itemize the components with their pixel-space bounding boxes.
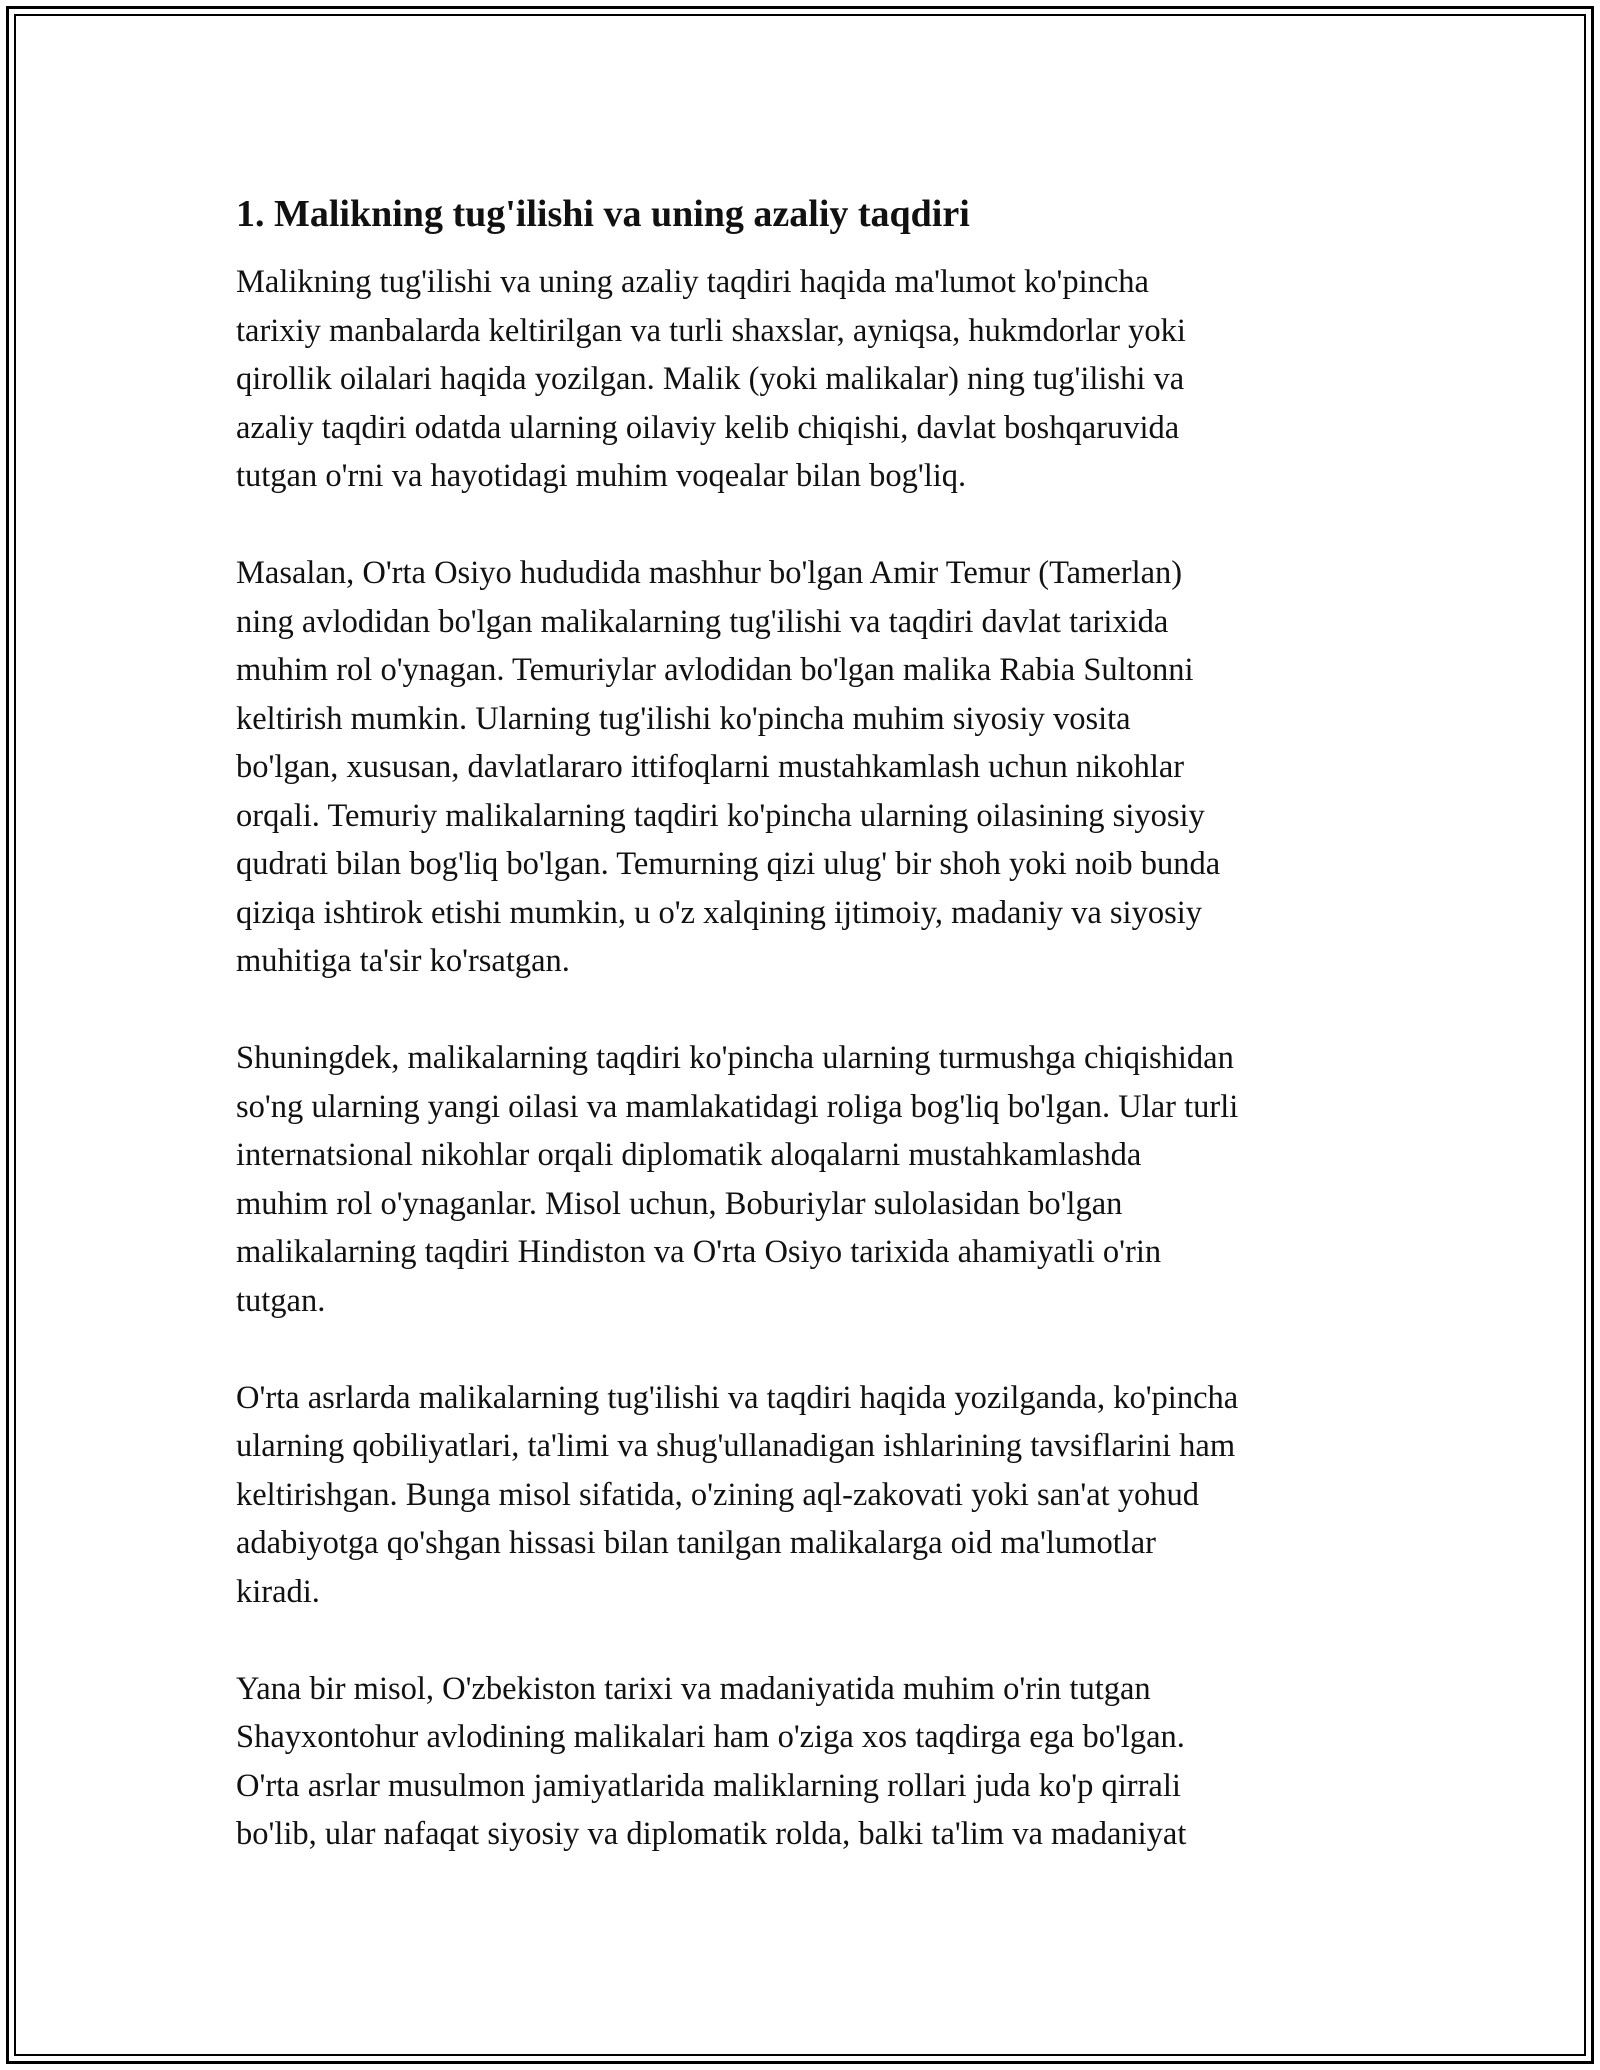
document-body (236, 190, 1376, 1907)
text-line: internatsional nikohlar orqali diplomatik aloqalarni mustahkamlashda (236, 1137, 1142, 1173)
text-line: Shuningdek, malikalarning taqdiri ko'pincha ularning turmushga chiqishidan (236, 1040, 1234, 1076)
text-line: azaliy taqdiri odatda ularning oilaviy kelib chiqishi, davlat boshqaruvida (236, 409, 1180, 446)
text-line: kiradi. (236, 1573, 320, 1610)
text-line: malikalarning taqdiri Hindiston va O'rta Osiyo tarixida ahamiyatli o'rin (236, 1234, 1162, 1270)
text-line: ularning qobiliyatlari, ta'limi va shug'ullanadigan ishlarining tavsiflarini ham (236, 1428, 1236, 1464)
text-line: bo'lgan, xususan, davlatlararo ittifoqlarni mustahkamlash uchun nikohlar (236, 749, 1185, 785)
text-line: O'rta asrlarda malikalarning tug'ilishi va taqdiri haqida yozilganda, ko'pincha (236, 1379, 1239, 1416)
paragraph-1 (236, 258, 1376, 501)
text-line: Masalan, O'rta Osiyo hududida mashhur bo'lgan Amir Temur (Tamerlan) (236, 555, 1183, 591)
text-line: Yana bir misol, O'zbekiston tarixi va madaniyatida muhim o'rin tutgan (236, 1670, 1151, 1707)
text-line: Malikning tug'ilishi va uning azaliy taqdiri haqida ma'lumot ko'pincha (236, 264, 1149, 300)
text-line: bo'lib, ular nafaqat siyosiy va diplomatik rolda, balki ta'lim va madaniyat (236, 1816, 1187, 1852)
paragraph-3 (236, 1034, 1376, 1325)
text-line: muhim rol o'ynagan. Temuriylar avlodidan bo'lgan malika Rabia Sultonni (236, 652, 1194, 688)
text-line: qirollik oilalari haqida yozilgan. Malik (yoki malikalar) ning tug'ilishi va (236, 361, 1185, 397)
paragraph-5 (236, 1665, 1376, 1859)
text-line: keltirish mumkin. Ularning tug'ilishi ko'pincha muhim siyosiy vosita (236, 700, 1131, 737)
text-line: adabiyotga qo'shgan hissasi bilan tanilgan malikalarga oid ma'lumotlar (236, 1525, 1156, 1561)
text-line: muhitiga ta'sir ko'rsatgan. (236, 943, 570, 979)
text-line: tutgan o'rni va hayotidagi muhim voqealar bilan bog'liq. (236, 458, 967, 494)
text-line: tutgan. (236, 1282, 326, 1319)
text-line: ning avlodidan bo'lgan malikalarning tug'ilishi va taqdiri davlat tarixida (236, 603, 1169, 640)
paragraph-4 (236, 1374, 1376, 1617)
text-line: qudrati bilan bog'liq bo'lgan. Temurning qizi ulug' bir shoh yoki noib bunda (236, 846, 1221, 882)
text-line: tarixiy manbalarda keltirilgan va turli shaxslar, ayniqsa, hukmdorlar yoki (236, 312, 1186, 349)
page-title: 1. Malikning tug'ilishi va uning azaliy taqdiri (236, 193, 970, 235)
text-line: orqali. Temuriy malikalarning taqdiri ko'pincha ularning oilasining siyosiy (236, 797, 1205, 834)
text-line: so'ng ularning yangi oilasi va mamlakatidagi roliga bog'liq bo'lgan. Ular turli (236, 1088, 1239, 1125)
text-line: qiziqa ishtirok etishi mumkin, u o'z xalqining ijtimoiy, madaniy va siyosiy (236, 894, 1203, 931)
text-line: Shayxontohur avlodining malikalari ham o'ziga xos taqdirga ega bo'lgan. (236, 1719, 1185, 1755)
text-line: O'rta asrlar musulmon jamiyatlarida maliklarning rollari juda ko'p qirrali (236, 1767, 1181, 1804)
paragraph-2 (236, 549, 1376, 986)
text-line: muhim rol o'ynaganlar. Misol uchun, Boburiylar sulolasidan bo'lgan (236, 1185, 1123, 1222)
text-line: keltirishgan. Bunga misol sifatida, o'zining aql-zakovati yoki san'at yohud (236, 1476, 1200, 1513)
